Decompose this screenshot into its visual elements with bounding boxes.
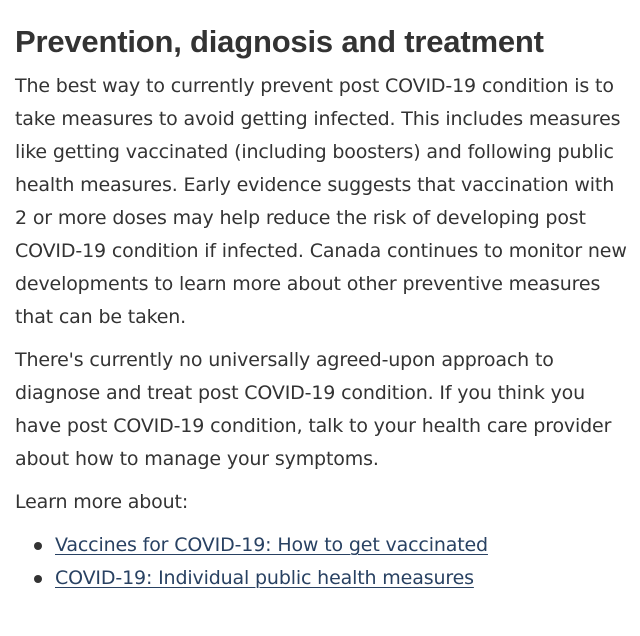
- diagnosis-paragraph: There's currently no universally agreed-upon approach to diagnose and treat post COVID-19 condition. If you think you have post COVID-19 condition, talk to your health care provider about how to manage your symptoms.: [15, 349, 612, 470]
- learn-more-label: Learn more about:: [15, 491, 189, 513]
- bullet-icon: [34, 575, 42, 583]
- main-content: [15, 20, 627, 595]
- list-item: [15, 562, 627, 595]
- section-heading: Prevention, diagnosis and treatment: [15, 24, 544, 59]
- prevention-paragraph: The best way to currently prevent post COVID-19 condition is to take measures to avoid getting infected. This includes measures like getting vaccinated (including boosters) and following public health measures. Early evidence suggests that vaccination with 2 or more doses may help reduce the risk of developing post COVID-19 condition if infected. Canada continues to monitor new developments to learn more about other preventive measures that can be taken.: [15, 75, 627, 328]
- list-item: [15, 529, 627, 562]
- vaccines-link[interactable]: Vaccines for COVID-19: How to get vaccinated: [55, 534, 488, 556]
- bullet-icon: [34, 542, 42, 550]
- public-health-measures-link[interactable]: COVID-19: Individual public health measures: [55, 567, 474, 589]
- learn-more-list: [15, 529, 627, 595]
